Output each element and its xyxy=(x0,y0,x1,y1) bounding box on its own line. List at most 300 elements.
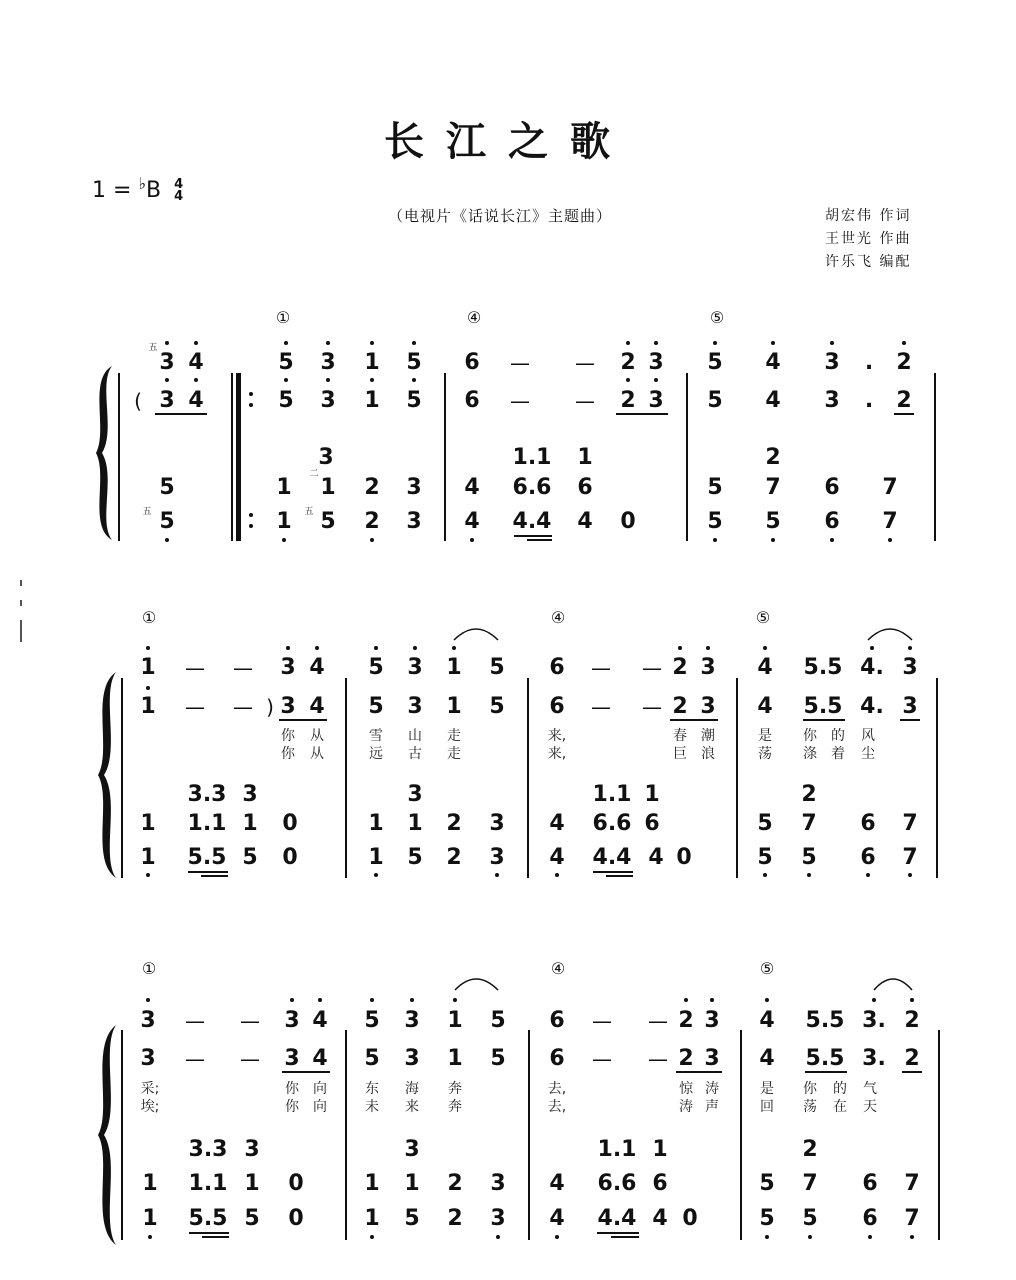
octave-dot xyxy=(370,341,374,345)
bass-note: 5 xyxy=(159,475,175,500)
note: 3 xyxy=(824,350,840,375)
note: 5 xyxy=(707,388,723,413)
bass-note: 2 xyxy=(364,509,380,534)
bass-note: 5 xyxy=(159,509,175,534)
bass-note: 4 xyxy=(652,1206,668,1231)
note: 3 xyxy=(902,694,918,719)
lyric: 古 xyxy=(408,746,422,762)
octave-dot xyxy=(146,646,150,650)
marker-1: ① xyxy=(141,608,157,627)
bass-note: 2 xyxy=(802,1137,818,1162)
note: 3 xyxy=(140,1046,156,1071)
tie xyxy=(868,629,912,640)
lyric: 未 xyxy=(365,1099,379,1115)
octave-dot xyxy=(453,998,457,1002)
lyric: 是 xyxy=(758,728,772,744)
note: 1 xyxy=(140,694,156,719)
bass-note: 1.1 xyxy=(597,1137,637,1162)
octave-dot xyxy=(146,873,150,877)
octave-dot xyxy=(370,998,374,1002)
note: 3 xyxy=(159,350,175,375)
octave-dot xyxy=(654,341,658,345)
marker-1: ① xyxy=(275,308,291,327)
note: 2 xyxy=(672,694,688,719)
bass-note: 7 xyxy=(902,811,918,836)
note: 6 xyxy=(549,1008,565,1033)
lyric: 气 xyxy=(863,1081,877,1097)
note: 6 xyxy=(464,350,480,375)
dot-sign: . xyxy=(864,388,874,413)
octave-dot xyxy=(370,538,374,542)
bass-note: 5 xyxy=(802,1206,818,1231)
note: 3 xyxy=(704,1008,720,1033)
bass-note: 5 xyxy=(757,845,773,870)
bass-note: 4 xyxy=(464,475,480,500)
lyric: 采; xyxy=(140,1081,160,1097)
note: 3. xyxy=(862,1046,886,1071)
lyric: 惊 xyxy=(679,1081,693,1097)
lyric: 巨 xyxy=(673,746,687,762)
note: 2 xyxy=(672,655,688,680)
bass-note: 3 xyxy=(490,1206,506,1231)
dash: — xyxy=(185,1047,205,1071)
bass-note: 1 xyxy=(364,1206,380,1231)
marker-5: ⑤ xyxy=(759,959,775,978)
lyric: 在 xyxy=(833,1099,847,1115)
brace xyxy=(98,672,116,878)
octave-dot xyxy=(165,341,169,345)
bass-note: 7 xyxy=(902,845,918,870)
bass-note: 1 xyxy=(244,1171,260,1196)
dash: — xyxy=(185,1009,205,1033)
lyric: 回 xyxy=(760,1099,774,1115)
key-prefix: 1 = xyxy=(92,178,132,203)
note: 4 xyxy=(188,388,204,413)
bass-note: 5 xyxy=(801,845,817,870)
note: 5 xyxy=(489,655,505,680)
bass-note: 3.3 xyxy=(188,1137,228,1162)
lyric: 涛 xyxy=(679,1099,693,1115)
lyric: 走 xyxy=(447,728,461,744)
lyric: 春 xyxy=(673,728,687,744)
octave-dot xyxy=(286,646,290,650)
bass-note: 6.6 xyxy=(512,475,552,500)
lyric: 你 xyxy=(285,1081,299,1097)
bass-note: 2 xyxy=(446,845,462,870)
note: 5 xyxy=(368,694,384,719)
note: 5 xyxy=(364,1046,380,1071)
note: 3. xyxy=(862,1008,886,1033)
tie xyxy=(874,979,912,990)
subtitle: （电视片《话说长江》主题曲） xyxy=(388,207,613,225)
dash: — xyxy=(592,1047,612,1071)
lyric: 走 xyxy=(447,746,461,762)
bass-note: 1 xyxy=(242,811,258,836)
bass-note: 4.4 xyxy=(512,509,552,534)
dash: — xyxy=(185,695,205,719)
bass-note: 1 xyxy=(644,782,660,807)
bass-note: 5 xyxy=(707,475,723,500)
octave-dot xyxy=(626,341,630,345)
bass-note: 4 xyxy=(549,811,565,836)
note: 2 xyxy=(620,350,636,375)
close-paren: ) xyxy=(266,695,274,719)
bass-note: 7 xyxy=(882,475,898,500)
note: 2 xyxy=(904,1008,920,1033)
note: 6 xyxy=(549,694,565,719)
note: 2 xyxy=(678,1046,694,1071)
octave-dot xyxy=(326,378,330,382)
octave-dot xyxy=(870,646,874,650)
bass-note: 3 xyxy=(318,445,334,470)
octave-dot xyxy=(910,998,914,1002)
dash: — xyxy=(642,656,662,680)
octave-dot xyxy=(684,998,688,1002)
note: 5 xyxy=(406,388,422,413)
lyric: 天 xyxy=(863,1099,877,1115)
note: 5 xyxy=(490,1046,506,1071)
note: 2 xyxy=(904,1046,920,1071)
lyric: 浪 xyxy=(701,746,715,762)
bass-note: 1 xyxy=(368,845,384,870)
lyric: 山 xyxy=(408,728,422,744)
octave-dot xyxy=(410,998,414,1002)
bass-note: 6 xyxy=(860,811,876,836)
note: 3 xyxy=(404,1008,420,1033)
note: 2 xyxy=(620,388,636,413)
note: 5 xyxy=(406,350,422,375)
credit-arranger: 许乐飞 编配 xyxy=(825,254,912,270)
bass-note: 5 xyxy=(759,1171,775,1196)
bass-note: 5 xyxy=(320,509,336,534)
octave-dot xyxy=(165,378,169,382)
note: 3 xyxy=(284,1046,300,1071)
octave-dot xyxy=(146,998,150,1002)
note: 5.5 xyxy=(805,1008,845,1033)
note: 3 xyxy=(159,388,175,413)
note: 4 xyxy=(765,388,781,413)
brace-group xyxy=(96,366,116,1245)
octave-dot xyxy=(495,873,499,877)
note: 1 xyxy=(364,388,380,413)
octave-dot xyxy=(412,341,416,345)
note: 2 xyxy=(896,388,912,413)
dash: — xyxy=(185,656,205,680)
marker-4: ④ xyxy=(550,959,566,978)
octave-dot xyxy=(902,341,906,345)
bass-note: 5 xyxy=(759,1206,775,1231)
bass-note: 7 xyxy=(904,1171,920,1196)
octave-dot xyxy=(808,1235,812,1239)
octave-dot xyxy=(908,646,912,650)
note: 5 xyxy=(364,1008,380,1033)
octave-dot xyxy=(284,378,288,382)
fingering: 五 xyxy=(142,507,152,517)
marker-1: ① xyxy=(141,959,157,978)
bass-note: 3 xyxy=(407,782,423,807)
marker-4: ④ xyxy=(550,608,566,627)
octave-dot xyxy=(765,1235,769,1239)
bass-note: 1 xyxy=(276,475,292,500)
note: 5.5 xyxy=(803,694,843,719)
note: 1 xyxy=(364,350,380,375)
dash: — xyxy=(591,695,611,719)
note: 4 xyxy=(759,1008,775,1033)
note: 1 xyxy=(447,1046,463,1071)
lyric: 向 xyxy=(313,1099,327,1115)
octave-dot xyxy=(318,998,322,1002)
note: 3 xyxy=(700,694,716,719)
note: 4 xyxy=(765,350,781,375)
note: 5 xyxy=(278,350,294,375)
note: 3 xyxy=(320,350,336,375)
marker-5: ⑤ xyxy=(755,608,771,627)
note: 5.5 xyxy=(805,1046,845,1071)
octave-dot xyxy=(452,646,456,650)
marker-4: ④ xyxy=(466,308,482,327)
bass-note: 1 xyxy=(368,811,384,836)
fingering: 五 xyxy=(148,343,158,353)
bass-note: 1 xyxy=(140,811,156,836)
bass-note: 2 xyxy=(446,811,462,836)
note: 4 xyxy=(188,350,204,375)
lyric: 涛 xyxy=(705,1081,719,1097)
octave-dot xyxy=(165,538,169,542)
bass-note: 4 xyxy=(549,1171,565,1196)
note: 1 xyxy=(446,694,462,719)
bass-note: 1 xyxy=(320,475,336,500)
bass-note: 3 xyxy=(242,782,258,807)
lyric: 着 xyxy=(831,746,845,762)
lyric: 你 xyxy=(803,728,817,744)
bass-note: 3 xyxy=(244,1137,260,1162)
lyric: 海 xyxy=(405,1081,419,1097)
bass-note: 3 xyxy=(406,509,422,534)
lyric: 去, xyxy=(547,1099,567,1115)
bass-note: 0 xyxy=(282,811,298,836)
key-note: B xyxy=(145,178,162,203)
note: 4 xyxy=(309,655,325,680)
bass-note: 1 xyxy=(142,1171,158,1196)
dot-sign: . xyxy=(864,350,874,375)
bass-note: 1.1 xyxy=(592,782,632,807)
note: 5 xyxy=(707,350,723,375)
time-top: 4 xyxy=(174,177,184,192)
note: 3 xyxy=(404,1046,420,1071)
dash: — xyxy=(592,1009,612,1033)
tie xyxy=(454,629,498,640)
lyric: 声 xyxy=(705,1099,719,1115)
note: 3 xyxy=(284,1008,300,1033)
lyric: 从 xyxy=(310,746,324,762)
bass-note: 1 xyxy=(276,509,292,534)
lyric: 向 xyxy=(313,1081,327,1097)
bass-note: 0 xyxy=(282,845,298,870)
note: 5 xyxy=(490,1008,506,1033)
tie xyxy=(455,979,498,990)
octave-dot xyxy=(830,538,834,542)
bass-note: 1 xyxy=(404,1171,420,1196)
bass-note: 5 xyxy=(765,509,781,534)
dash: — xyxy=(648,1047,668,1071)
octave-dot xyxy=(908,873,912,877)
bass-note: 4.4 xyxy=(597,1206,637,1231)
octave-dot xyxy=(148,1235,152,1239)
note: 3 xyxy=(280,694,296,719)
credit-lyricist: 胡宏伟 作词 xyxy=(825,208,912,224)
bass-note: 0 xyxy=(676,845,692,870)
lyric: 你 xyxy=(285,1099,299,1115)
credit-composer: 王世光 作曲 xyxy=(825,231,912,247)
bass-note: 6.6 xyxy=(592,811,632,836)
octave-dot xyxy=(763,873,767,877)
fingering: 二 xyxy=(309,469,319,479)
bass-note: 0 xyxy=(620,509,636,534)
bass-note: 2 xyxy=(765,445,781,470)
octave-dot xyxy=(713,341,717,345)
bass-note: 7 xyxy=(882,509,898,534)
octave-dot xyxy=(713,538,717,542)
octave-dot xyxy=(888,538,892,542)
time-bottom: 4 xyxy=(174,189,184,204)
note: 4. xyxy=(860,694,884,719)
note: 2 xyxy=(678,1008,694,1033)
note: 4. xyxy=(860,655,884,680)
octave-dot xyxy=(555,1235,559,1239)
note: 1 xyxy=(446,655,462,680)
octave-dot xyxy=(706,646,710,650)
dash: — xyxy=(240,1009,260,1033)
octave-dot xyxy=(654,378,658,382)
octave-dot xyxy=(910,1235,914,1239)
lyric: 你 xyxy=(281,728,295,744)
bass-note: 1 xyxy=(140,845,156,870)
octave-dot xyxy=(413,646,417,650)
note: 3 xyxy=(407,694,423,719)
bass-note: 4.4 xyxy=(592,845,632,870)
note: 3 xyxy=(704,1046,720,1071)
lyric: 涤 xyxy=(803,746,817,762)
note: 1 xyxy=(447,1008,463,1033)
lyric: 风 xyxy=(861,728,875,744)
bass-note: 5 xyxy=(707,509,723,534)
bass-note: 3 xyxy=(489,811,505,836)
bass-note: 6.6 xyxy=(597,1171,637,1196)
fingering: 五 xyxy=(304,507,314,517)
octave-dot xyxy=(807,873,811,877)
octave-dot xyxy=(626,378,630,382)
note: 6 xyxy=(549,1046,565,1071)
note: 3 xyxy=(902,655,918,680)
bass-note: 2 xyxy=(364,475,380,500)
octave-dot xyxy=(866,873,870,877)
bass-note: 7 xyxy=(765,475,781,500)
bass-note: 5 xyxy=(404,1206,420,1231)
note: 3 xyxy=(407,655,423,680)
octave-dot xyxy=(872,998,876,1002)
octave-dot xyxy=(370,1235,374,1239)
octave-dot xyxy=(868,1235,872,1239)
note: 3 xyxy=(648,388,664,413)
octave-dot xyxy=(194,378,198,382)
dash: — xyxy=(233,656,253,680)
octave-dots xyxy=(146,341,914,1239)
dash: — xyxy=(648,1009,668,1033)
bass-note: 6 xyxy=(644,811,660,836)
octave-dot xyxy=(470,538,474,542)
note: 3 xyxy=(320,388,336,413)
bass-note: 2 xyxy=(447,1206,463,1231)
bass-note: 7 xyxy=(802,1171,818,1196)
lyric: 你 xyxy=(281,746,295,762)
open-paren: ( xyxy=(134,389,142,413)
bass-note: 5 xyxy=(757,811,773,836)
note: 2 xyxy=(896,350,912,375)
note: 5.5 xyxy=(803,655,843,680)
brace xyxy=(96,366,112,540)
bass-note: 0 xyxy=(288,1206,304,1231)
brace xyxy=(98,1025,116,1245)
bass-note: 3 xyxy=(404,1137,420,1162)
note: 4 xyxy=(759,1046,775,1071)
note: 3 xyxy=(140,1008,156,1033)
octave-dot xyxy=(315,646,319,650)
octave-dot xyxy=(710,998,714,1002)
marker-5: ⑤ xyxy=(709,308,725,327)
bass-note: 1 xyxy=(577,445,593,470)
lyric: 来, xyxy=(547,746,567,762)
lyric: 荡 xyxy=(758,746,772,762)
octave-dot xyxy=(765,998,769,1002)
bass-note: 5.5 xyxy=(188,1206,228,1231)
bass-note: 6 xyxy=(652,1171,668,1196)
note: 4 xyxy=(757,694,773,719)
bass-note: 1 xyxy=(407,811,423,836)
octave-dot xyxy=(374,873,378,877)
dash: — xyxy=(233,695,253,719)
octave-dot xyxy=(555,873,559,877)
octave-dot xyxy=(830,341,834,345)
note: 4 xyxy=(312,1046,328,1071)
note: 5 xyxy=(368,655,384,680)
dash: — xyxy=(575,389,595,413)
bass-note: 5.5 xyxy=(187,845,227,870)
lyric: 去, xyxy=(547,1081,567,1097)
note: 4 xyxy=(309,694,325,719)
dash: — xyxy=(575,351,595,375)
octave-dot xyxy=(771,341,775,345)
lyric: 远 xyxy=(369,746,383,762)
lyric: 来 xyxy=(405,1099,419,1115)
octave-dot xyxy=(194,341,198,345)
bass-note: 6 xyxy=(577,475,593,500)
bass-note: 6 xyxy=(824,509,840,534)
bass-note: 1.1 xyxy=(512,445,552,470)
bass-note: 2 xyxy=(447,1171,463,1196)
bass-note: 3 xyxy=(490,1171,506,1196)
octave-dot xyxy=(326,341,330,345)
bass-note: 3 xyxy=(489,845,505,870)
bass-note: 5 xyxy=(242,845,258,870)
lyric: 的 xyxy=(831,728,845,744)
lyric: 你 xyxy=(803,1081,817,1097)
dash: — xyxy=(642,695,662,719)
bass-note: 4 xyxy=(648,845,664,870)
bass-note: 6 xyxy=(824,475,840,500)
lyric: 来, xyxy=(547,728,567,744)
octave-dot xyxy=(370,378,374,382)
note: 3 xyxy=(648,350,664,375)
